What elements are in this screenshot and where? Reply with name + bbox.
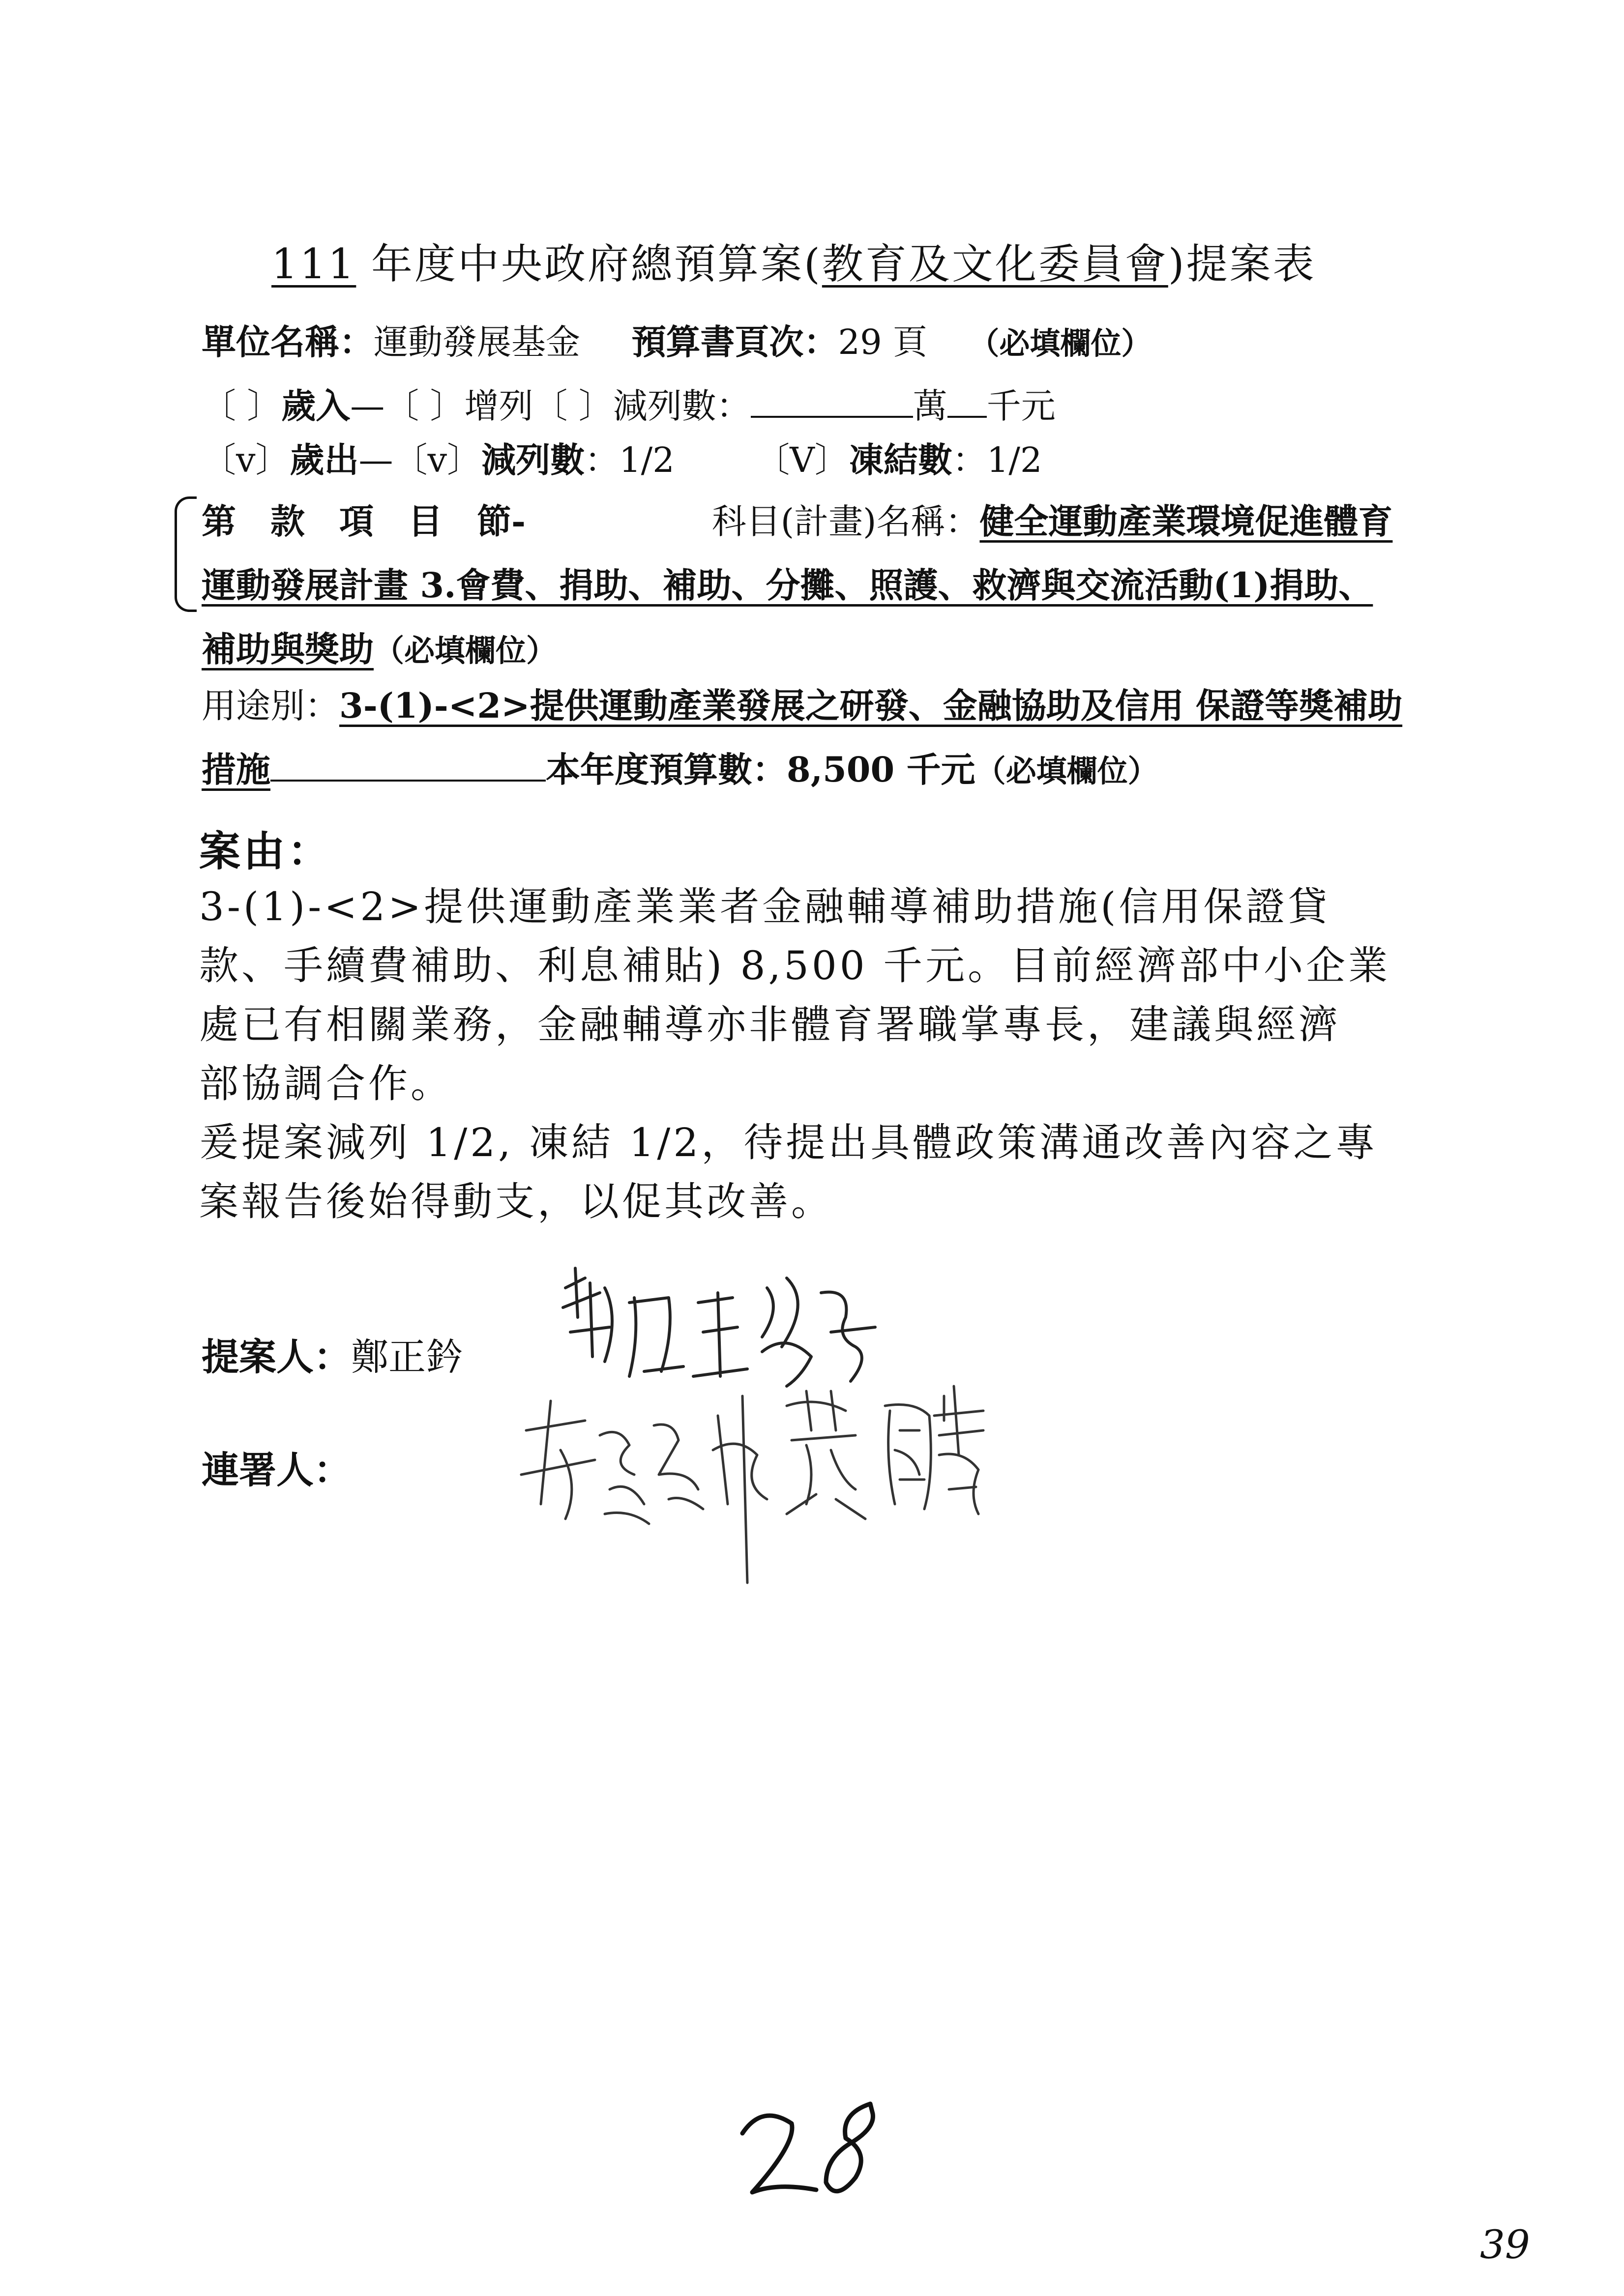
increase-label: 增列: [464, 386, 533, 426]
unit-name-value: 運動發展基金: [374, 322, 580, 362]
cosigner-signatures: [511, 1376, 1003, 1598]
title-suffix: )提案表: [1168, 240, 1316, 288]
freeze-checkbox: 〔V〕: [755, 440, 849, 480]
dash: —: [358, 440, 393, 480]
reason-label: 案由：: [199, 827, 332, 875]
amount-blank-2: [947, 385, 987, 418]
expense-row: [202, 433, 1042, 482]
purpose-row-2: [202, 742, 1158, 792]
required-note: （必填欄位）: [975, 753, 1158, 789]
unit-name-label: 單位名稱：: [202, 321, 374, 362]
title-committee: 教育及文化委員會: [822, 240, 1168, 288]
unit-row: [202, 315, 1152, 364]
purpose-line1: 3-(1)-<2>提供運動產業發展之研發、金融協助及信用 保證等獎補助: [339, 685, 1403, 726]
proposer-name: 鄭正鈐: [351, 1335, 463, 1379]
reason-line: 爰提案減列 1/2, 凍結 1/2，待提出具體政策溝通改善內容之專: [199, 1120, 1378, 1165]
cosigner-row: [202, 1440, 351, 1494]
income-label: 歲入: [281, 385, 351, 426]
reason-line: 處已有相關業務，金融輔導亦非體育署職掌專長，建議與經濟: [199, 1002, 1341, 1047]
expense-checkbox: 〔v〕: [202, 440, 290, 480]
reason-line: 3-(1)-<2>提供運動產業業者金融輔導補助措施(信用保證貸: [199, 884, 1330, 930]
expense-decrease-value: ：1/2: [585, 440, 675, 480]
handwritten-page-number: [723, 2094, 900, 2212]
page-number: 39: [1480, 2222, 1530, 2267]
reason-line: 案報告後始得動支，以促其改善。: [199, 1179, 833, 1224]
subject-name-line3: 補助與獎助: [202, 629, 374, 669]
subject-row-3: [202, 622, 557, 671]
title-prefix: 年度中央政府總預算案(: [356, 240, 822, 288]
amount-blank: [751, 385, 913, 418]
freeze-value: ：1/2: [952, 440, 1042, 480]
budget-amount-value: 8,500 千元: [787, 749, 975, 790]
subject-name-label: 科目(計畫)名稱：: [711, 501, 980, 542]
expense-decrease-label: 減列數: [481, 439, 585, 480]
subject-row-2: [202, 558, 1373, 608]
decrease-label: 減列數：: [613, 386, 751, 426]
required-note: （必填欄位）: [969, 325, 1152, 361]
freeze-label: 凍結數: [849, 439, 952, 480]
title-year: 111: [271, 240, 356, 288]
qian-unit: 千元: [986, 386, 1056, 426]
proposer-label: 提案人：: [202, 1335, 351, 1379]
wan-unit: 萬: [913, 386, 947, 426]
subject-row: [202, 494, 1392, 544]
dash: —: [350, 386, 385, 426]
cosigner-label: 連署人：: [202, 1448, 351, 1492]
decrease-checkbox: 〔 〕: [533, 386, 613, 426]
income-row: [202, 378, 1056, 428]
budget-page-value: 29 頁: [838, 322, 927, 362]
reason-line: 部協調合作。: [199, 1061, 453, 1106]
document-title: [271, 231, 1316, 291]
budget-amount-label: 本年度預算數：: [546, 749, 787, 790]
budget-page-label: 預算書頁次：: [631, 321, 838, 362]
subject-bracket: [175, 496, 197, 612]
purpose-line2: 措施: [202, 749, 270, 790]
reason-line: 款、手續費補助、利息補貼) 8,500 千元。目前經濟部中小企業: [199, 943, 1391, 988]
subject-name-line2: 運動發展計畫 3.會費、捐助、補助、分攤、照護、救濟與交流活動(1)捐助、: [202, 565, 1373, 606]
purpose-row: [202, 678, 1402, 728]
subject-label: 第 款 項 目 節-: [202, 501, 526, 542]
income-checkbox: 〔 〕: [202, 386, 282, 426]
expense-decrease-checkbox: 〔v〕: [393, 440, 482, 480]
increase-checkbox: 〔 〕: [384, 386, 465, 426]
proposer-row: [202, 1327, 463, 1381]
expense-label: 歲出: [290, 439, 359, 480]
required-note: （必填欄位）: [374, 633, 557, 668]
purpose-label: 用途別：: [202, 686, 339, 726]
subject-name-line1: 健全運動產業環境促進體育: [979, 501, 1393, 542]
purpose-blank: [270, 750, 546, 782]
